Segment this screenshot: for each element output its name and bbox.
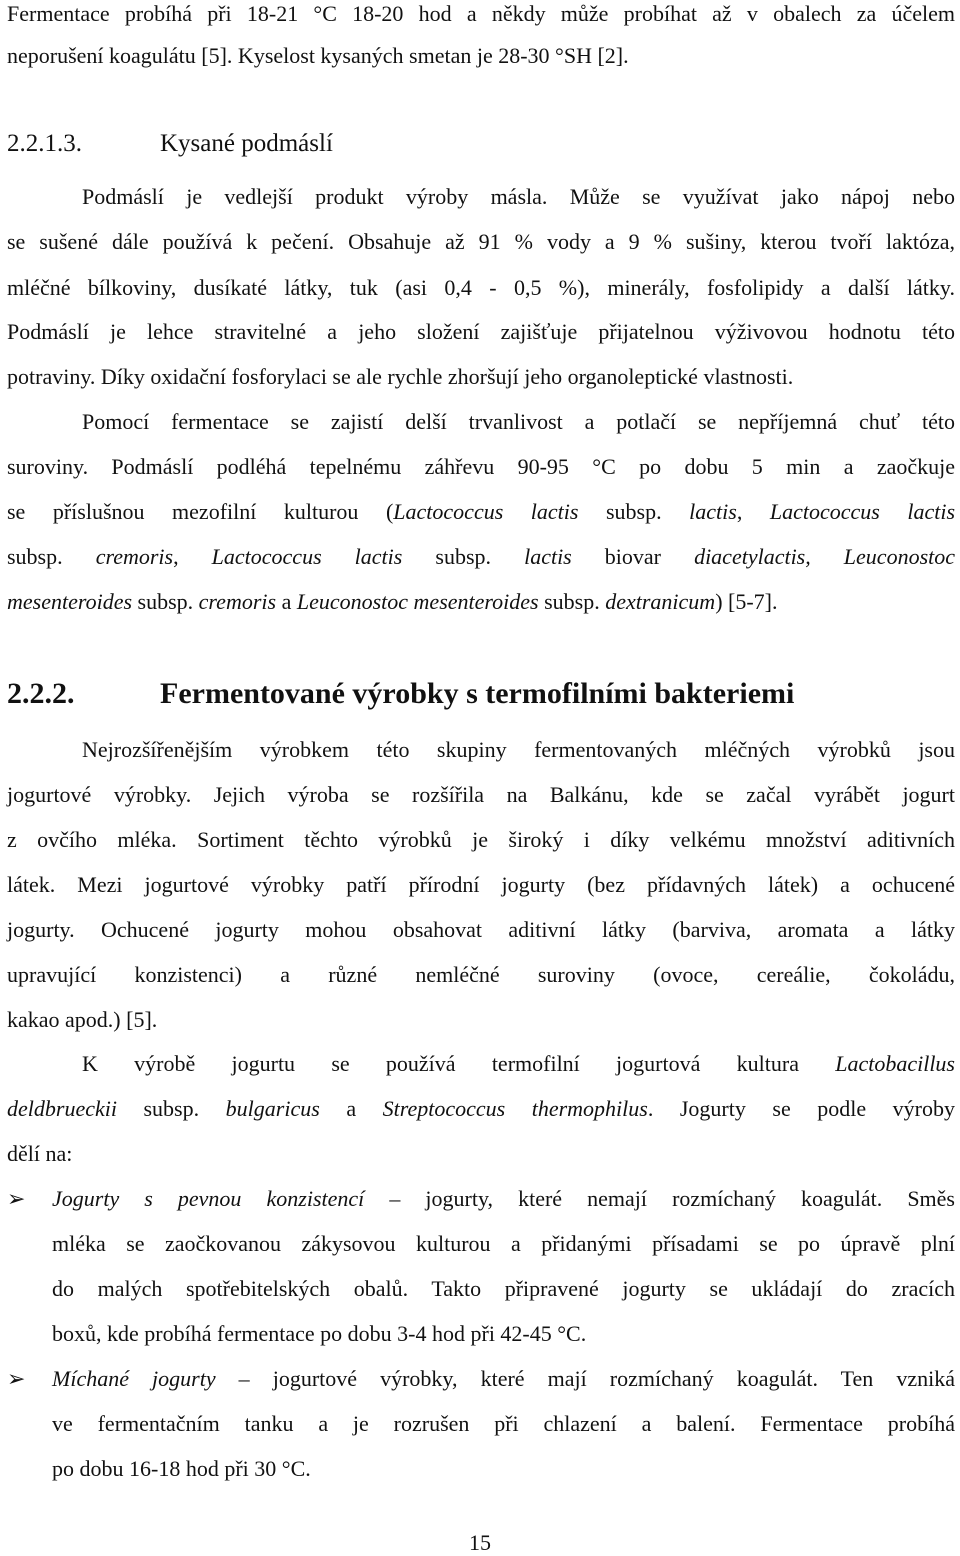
list-item-line: do malých spotřebitelských obalů. Takto připravené jogurty se ukládají do zracích <box>52 1276 955 1301</box>
paragraph-line: Pomocí fermentace se zajistí delší trvanlivost a potlačí se nepříjemná chuť této <box>82 409 955 434</box>
section-number: 2.2.2. <box>7 677 75 710</box>
paragraph-line: subsp. cremoris, Lactococcus lactis subsp. lactis biovar diacetylactis, Leuconostoc <box>7 544 956 569</box>
paragraph-line: deldbrueckii subsp. bulgaricus a Streptococcus thermophilus. Jogurty se podle výroby <box>7 1096 955 1121</box>
paragraph-line: jogurtové výrobky. Jejich výroba se rozšířila na Balkánu, kde se začal vyrábět jogurt <box>7 782 955 807</box>
paragraph-line: z ovčího mléka. Sortiment těchto výrobků je široký i díky velkému množství aditivních <box>7 827 955 852</box>
section-heading <box>7 130 955 162</box>
arrow-bullet-icon: ➢ <box>7 1186 26 1211</box>
section-number: 2.2.1.3. <box>7 130 82 157</box>
paragraph-line: Nejrozšířenějším výrobkem této skupiny fermentovaných mléčných výrobků jsou <box>82 737 955 762</box>
list-item-line: po dobu 16-18 hod při 30 °C. <box>52 1456 311 1481</box>
paragraph-line: látek. Mezi jogurtové výrobky patří přírodní jogurty (bez přídavných látek) a ochucené <box>7 872 955 897</box>
paragraph-line: jogurty. Ochucené jogurty mohou obsahovat aditivní látky (barviva, aromata a látky <box>7 917 955 942</box>
page-number: 15 <box>469 1530 491 1555</box>
paragraph-line: neporušení koagulátu [5]. Kyselost kysaných smetan je 28-30 °SH [2]. <box>7 43 629 68</box>
paragraph-line: Podmáslí je vedlejší produkt výroby másla. Může se využívat jako nápoj nebo <box>82 184 955 209</box>
list-item-line: ve fermentačním tanku a je rozrušen při chlazení a balení. Fermentace probíhá <box>52 1411 955 1436</box>
paragraph-line: mléčné bílkoviny, dusíkaté látky, tuk (asi 0,4 - 0,5 %), minerály, fosfolipidy a další látky. <box>7 275 955 300</box>
paragraph-line: potraviny. Díky oxidační fosforylaci se ale rychle zhoršují jeho organoleptické vlastnosti. <box>7 364 794 389</box>
list-item-line: Jogurty s pevnou konzistencí – jogurty, které nemají rozmíchaný koagulát. Směs <box>52 1186 955 1211</box>
paragraph-line: Fermentace probíhá při 18-21 °C 18-20 hod a někdy může probíhat až v obalech za účelem <box>7 1 955 26</box>
list-item-line: boxů, kde probíhá fermentace po dobu 3-4 hod při 42-45 °C. <box>52 1321 587 1346</box>
paragraph-line: dělí na: <box>7 1141 73 1166</box>
arrow-bullet-icon: ➢ <box>7 1366 26 1391</box>
paragraph-line: K výrobě jogurtu se používá termofilní jogurtová kultura Lactobacillus <box>82 1051 955 1076</box>
paragraph-line: mesenteroides subsp. cremoris a Leuconostoc mesenteroides subsp. dextranicum) [5-7]. <box>7 589 778 614</box>
section-title: Fermentované výrobky s termofilními bakteriemi <box>160 677 795 710</box>
paragraph-line: kakao apod.) [5]. <box>7 1007 158 1032</box>
paragraph-line: se příslušnou mezofilní kulturou (Lactococcus lactis subsp. lactis, Lactococcus lactis <box>7 499 956 524</box>
paragraph-line: suroviny. Podmáslí podléhá tepelnému záhřevu 90-95 °C po dobu 5 min a zaočkuje <box>7 454 955 479</box>
paragraph-line: Podmáslí je lehce stravitelné a jeho složení zajišťuje přijatelnou výživovou hodnotu této <box>7 319 955 344</box>
section-title: Kysané podmáslí <box>160 130 333 157</box>
paragraph-line: upravující konzistenci) a různé nemléčné suroviny (ovoce, cereálie, čokoládu, <box>7 962 955 987</box>
list-item-line: mléka se zaočkovanou zákysovou kulturou a přidanými přísadami se po úpravě plní <box>52 1231 955 1256</box>
list-item-line: Míchané jogurty – jogurtové výrobky, které mají rozmíchaný koagulát. Ten vzniká <box>52 1366 955 1391</box>
paragraph-line: se sušené dále používá k pečení. Obsahuje až 91 % vody a 9 % sušiny, kterou tvoří laktóza, <box>7 229 955 254</box>
section-heading <box>7 676 955 716</box>
